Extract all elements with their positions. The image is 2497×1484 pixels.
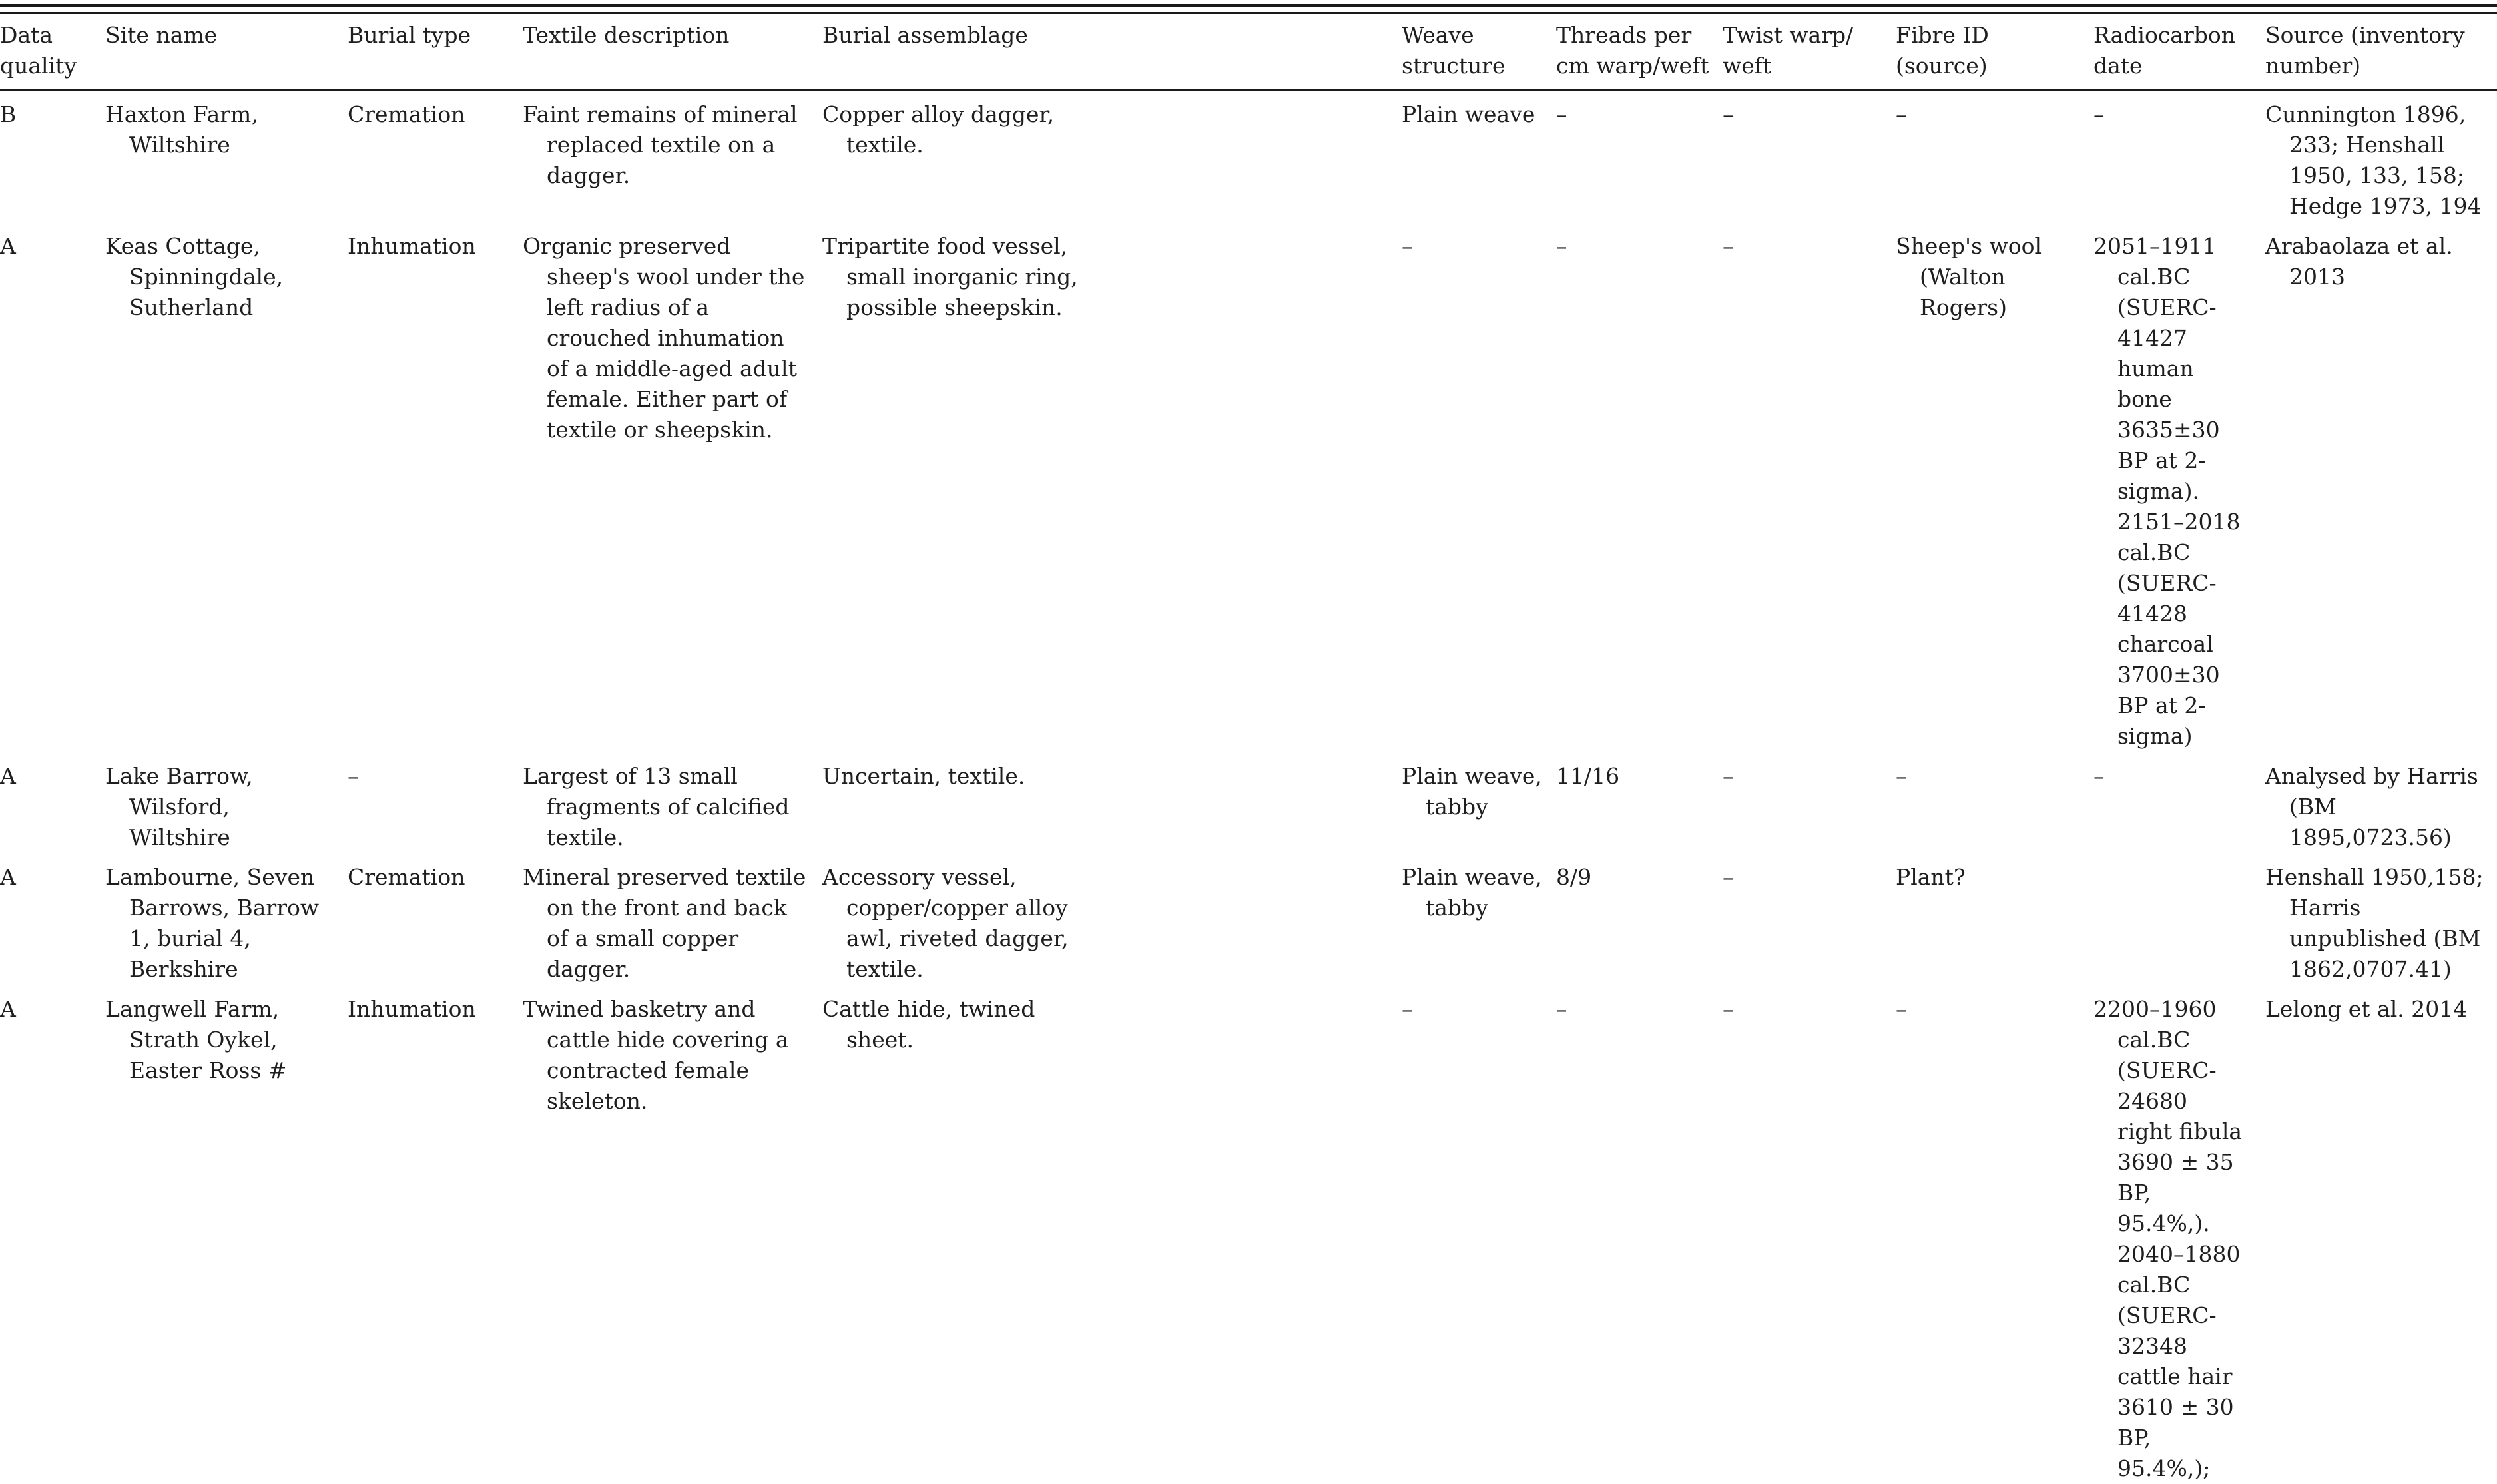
cell-threads: 8/9 (1556, 864, 1592, 890)
cell-site: Langwell Farm, Strath Oykel, Easter Ross # (105, 996, 287, 1083)
cell-description: Twined basketry and cattle hide covering a contracted female skeleton. (523, 996, 789, 1114)
table-row (0, 222, 2497, 752)
cell-description: Largest of 13 small fragments of calcified textile. (523, 763, 790, 850)
cell-threads: – (1556, 101, 1567, 127)
cell-weave-text: Plain weave, tabby (1402, 864, 1542, 921)
cell-twist: – (1723, 996, 1734, 1022)
header-radiocarbon-date: Radiocarbon date (2093, 22, 2236, 79)
cell-weave-text: – (1402, 233, 1413, 259)
cell-threads: – (1556, 233, 1567, 259)
cell-source: Arabaolaza et al. 2013 (2265, 233, 2453, 290)
table-row (0, 752, 2497, 853)
cell-threads: 11/16 (1556, 763, 1620, 789)
table-top-rule (0, 4, 2497, 7)
cell-weave (1402, 222, 1556, 752)
cell-burial: Inhumation (348, 996, 476, 1022)
cell-weave-text: Plain weave, tabby (1402, 763, 1542, 820)
cell-assemblage-text: Accessory vessel, copper/copper alloy awl, riveted dagger, textile. (822, 864, 1069, 982)
cell-quality: A (0, 233, 16, 259)
cell-quality: A (0, 864, 16, 890)
cell-quality: A (0, 763, 16, 789)
cell-radiocarbon (2093, 985, 2265, 1484)
cell-radiocarbon (2093, 853, 2265, 985)
cell-radiocarbon-text: – (2093, 101, 2105, 127)
table-body (0, 90, 2497, 1484)
cell-assemblage (822, 985, 1402, 1484)
cell-twist: – (1723, 864, 1734, 890)
cell-description: Organic preserved sheep's wool under the left radius of a crouched inhumation of a middle-aged adult female. Either part of textile or sheepskin. (523, 233, 805, 443)
cell-radiocarbon (2093, 222, 2265, 752)
cell-site: Lambourne, Seven Barrows, Barrow 1, burial 4, Berkshire (105, 864, 320, 982)
table-row (0, 985, 2497, 1484)
cell-threads: – (1556, 996, 1567, 1022)
cell-weave-text: Plain weave (1402, 101, 1535, 127)
cell-burial: – (348, 763, 359, 789)
header-twist: Twist warp/ weft (1723, 22, 1854, 79)
header-site-name: Site name (105, 22, 218, 48)
cell-assemblage-text: Copper alloy dagger, textile. (822, 101, 1055, 158)
cell-fibre: – (1896, 101, 1907, 127)
cell-radiocarbon-text: 2051–1911 cal.BC (SUERC-41427 human bone 3635±30 BP at 2-sigma). 2151–2018 cal.BC (SUERC-41428 charcoal 3700±30 BP at 2-sigma) (2093, 233, 2241, 749)
cell-fibre: Plant? (1896, 864, 1966, 890)
cell-fibre: – (1896, 763, 1907, 789)
cell-assemblage (822, 752, 1402, 853)
cell-source: Lelong et al. 2014 (2265, 996, 2468, 1022)
header-data-quality: Data quality (0, 22, 77, 79)
cell-burial: Inhumation (348, 233, 476, 259)
cell-radiocarbon (2093, 90, 2265, 222)
header-row (0, 19, 2497, 90)
table-row (0, 853, 2497, 985)
header-burial-assemblage: Burial assemblage (822, 22, 1028, 48)
cell-weave (1402, 853, 1556, 985)
table-row (0, 90, 2497, 222)
cell-assemblage (822, 222, 1402, 752)
cell-assemblage-text: Cattle hide, twined sheet. (822, 996, 1035, 1053)
cell-burial: Cremation (348, 101, 465, 127)
cell-site: Keas Cottage, Spinningdale, Sutherland (105, 233, 284, 320)
cell-weave (1402, 90, 1556, 222)
textile-burials-table (0, 19, 2497, 1484)
header-burial-type: Burial type (348, 22, 471, 48)
header-weave-structure: Weave structure (1402, 22, 1506, 79)
cell-assemblage-text: Uncertain, textile. (822, 763, 1025, 789)
cell-quality: A (0, 996, 16, 1022)
cell-quality: B (0, 101, 17, 127)
cell-source: Henshall 1950,158; Harris unpublished (BM 1862,0707.41) (2265, 864, 2484, 982)
header-threads-per-cm: Threads per cm warp/weft (1556, 22, 1709, 79)
cell-twist: – (1723, 233, 1734, 259)
cell-radiocarbon-text: – (2093, 763, 2105, 789)
table-top-rule-inner (0, 12, 2497, 14)
cell-site: Lake Barrow, Wilsford, Wiltshire (105, 763, 253, 850)
header-textile-description: Textile description (523, 22, 730, 48)
cell-twist: – (1723, 101, 1734, 127)
cell-source: Analysed by Harris (BM 1895,0723.56) (2265, 763, 2478, 850)
cell-burial: Cremation (348, 864, 465, 890)
cell-source: Cunnington 1896, 233; Henshall 1950, 133, 158; Hedge 1973, 194 (2265, 101, 2482, 219)
cell-fibre: – (1896, 996, 1907, 1022)
cell-weave-text: – (1402, 996, 1413, 1022)
cell-radiocarbon (2093, 752, 2265, 853)
cell-description: Mineral preserved textile on the front and back of a small copper dagger. (523, 864, 806, 982)
cell-fibre: Sheep's wool (Walton Rogers) (1896, 233, 2042, 320)
cell-description: Faint remains of mineral replaced textile on a dagger. (523, 101, 798, 188)
cell-assemblage-text: Tripartite food vessel, small inorganic ring, possible sheepskin. (822, 233, 1078, 320)
cell-weave (1402, 752, 1556, 853)
header-fibre-id: Fibre ID (source) (1896, 22, 1989, 79)
header-source: Source (inventory number) (2265, 22, 2465, 79)
cell-assemblage (822, 853, 1402, 985)
table-header (0, 19, 2497, 90)
cell-radiocarbon-text: 2200–1960 cal.BC (SUERC-24680 right fibula 3690 ± 35 BP, 95.4%,). 2040–1880 cal.BC (SUERC-32348 cattle hair 3610 ± 30 BP, 95.4%,); (2093, 996, 2243, 1481)
cell-site: Haxton Farm, Wiltshire (105, 101, 258, 158)
cell-weave (1402, 985, 1556, 1484)
cell-assemblage (822, 90, 1402, 222)
cell-twist: – (1723, 763, 1734, 789)
